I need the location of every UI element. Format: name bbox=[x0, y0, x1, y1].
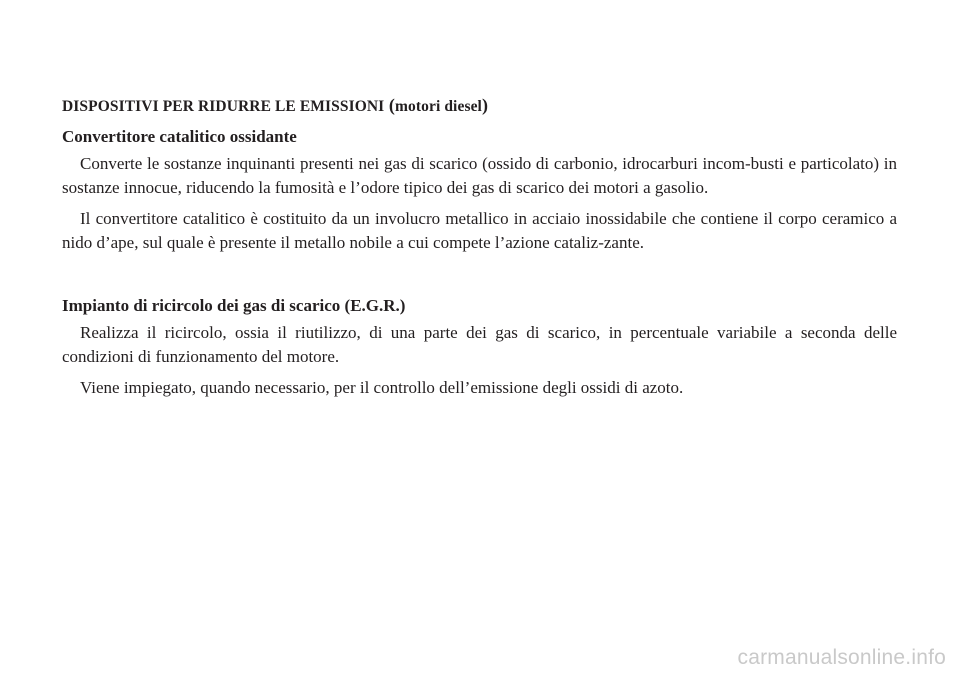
paragraph-catalytic-2: Il convertitore catalitico è costituito da un involucro metallico in acciaio inossidabile che contiene il corpo ceramico a nido d’ape, sul quale è presente il metallo nobile a cui compete l’azione cataliz-zante. bbox=[62, 209, 897, 252]
manual-page bbox=[62, 94, 897, 407]
paragraph-egr-2: Viene impiegato, quando necessario, per il controllo dell’emissione degli ossidi di azoto. bbox=[80, 378, 684, 397]
page-title bbox=[62, 94, 897, 118]
page-title-paren-open: ( bbox=[384, 95, 395, 115]
watermark-text: carmanualsonline.info bbox=[737, 646, 946, 669]
paragraph-egr-1: Realizza il ricircolo, ossia il riutilizzo, di una parte dei gas di scarico, in percentuale variabile a seconda delle condizioni di funzionamento del motore. bbox=[62, 323, 897, 366]
section-heading-egr: Impianto di ricircolo dei gas di scarico (E.G.R.) bbox=[62, 296, 406, 315]
paragraph-catalytic-1: Converte le sostanze inquinanti presenti nei gas di scarico (ossido di carbonio, idrocarburi incom-busti e particolato) in sostanze innocue, riducendo la fumosità e l’odore tipico dei gas di scarico dei motori a gasolio. bbox=[62, 154, 897, 197]
page-title-paren-text: motori diesel bbox=[395, 98, 482, 115]
section-heading-catalytic-converter: Convertitore catalitico ossidante bbox=[62, 127, 297, 146]
page-title-main: DISPOSITIVI PER RIDURRE LE EMISSIONI bbox=[62, 98, 385, 115]
page-title-paren-close: ) bbox=[481, 95, 489, 115]
